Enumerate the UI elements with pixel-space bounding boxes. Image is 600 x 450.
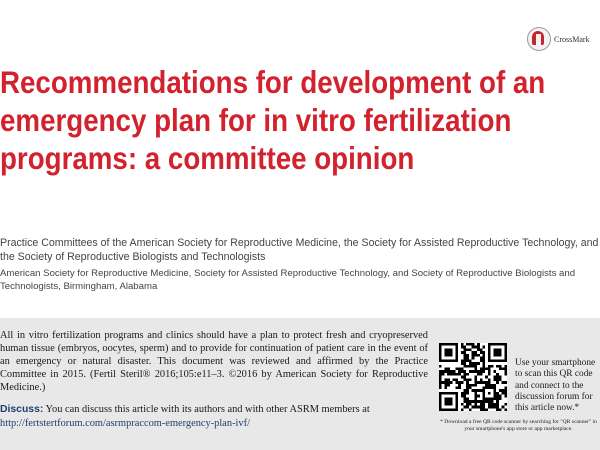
affiliation: American Society for Reproductive Medicine, Society for Assisted Reproductive Technology, and Society of Reproductive Biologists and Technologists, Birmingham, Alabama [0, 268, 576, 292]
author-list: Practice Committees of the American Society for Reproductive Medicine, the Society for Assisted Reproductive Technology, and the Society of Reproductive Biologists and Technologists [0, 237, 599, 263]
discuss-paragraph [0, 403, 430, 430]
discuss-label: Discuss: [0, 404, 44, 415]
article-title: Recommendations for development of an emergency plan for in vitro fertilization programs: a committee opinion [0, 64, 546, 176]
discuss-forum-link[interactable]: http://fertstertforum.com/asrmpraccom-emergency-plan-ivf/ [0, 417, 250, 429]
crossmark-icon [527, 27, 551, 51]
discuss-text: You can discuss this article with its authors and with other ASRM members at [43, 404, 370, 415]
abstract-text: All in vitro fertilization programs and clinics should have a plan to protect fresh and cryopreserved human tissue (embryos, oocytes, sperm) and to provide for continuation of patient care in the event of an emergency or natural disaster. This document was reviewed and affirmed by the Practice Committee in 2015. (Fertil Steril® 2016;105:e11–3. ©2016 by American Society for Reproductive Medicine.) [0, 330, 428, 393]
qr-instructions: Use your smartphone to scan this QR code and connect to the discussion forum for this article now.* [515, 358, 596, 414]
qr-footnote: * Download a free QR code scanner by searching for "QR scanner" in your smartphone's app store or app marketplace. [440, 419, 597, 432]
crossmark-label: CrossMark [554, 34, 590, 44]
crossmark-badge[interactable] [527, 27, 590, 51]
qr-code-icon [439, 343, 507, 411]
